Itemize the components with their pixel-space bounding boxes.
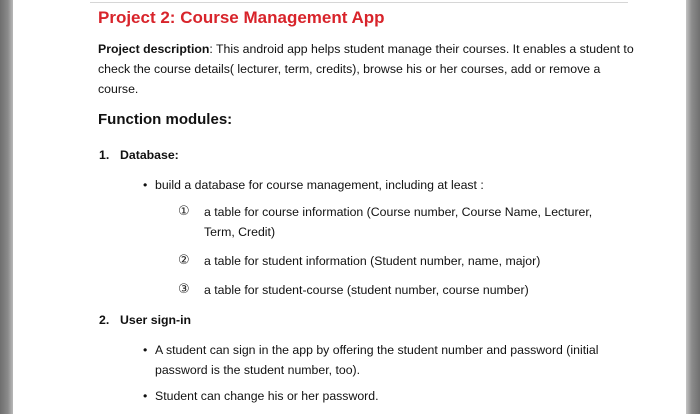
item-text: a table for student information (Student number, name, major) [204,254,541,268]
numbered-item [178,202,598,242]
project-description [98,39,643,99]
bullet-item [143,175,616,195]
description-label: Project description [98,42,210,56]
right-page-edge [686,0,700,414]
item-text: a table for course information (Course number, Course Name, Lecturer, Term, Credit) [204,205,593,239]
bullet-text: Student can change his or her password. [155,389,379,403]
bullet-icon: • [143,178,148,192]
numbered-item [178,251,598,271]
section-title: Database: [120,148,179,162]
document-page [98,0,658,414]
bullet-item [143,340,616,380]
bullet-icon: • [143,389,148,403]
section-number: 2. [99,313,110,327]
circled-number-icon: ③ [178,282,190,297]
bullet-icon: • [143,343,148,357]
item-text: a table for student-course (student number, course number) [204,283,529,297]
circled-number-icon: ② [178,253,190,268]
bullet-text: A student can sign in the app by offering the student number and password (initial password is the student number, too). [155,343,599,377]
description-text: : This android app helps student manage their courses. It enables a student to check the course details( lecturer, term, credits), browse his or her courses, add or remove a course. [98,42,634,96]
section-number: 1. [99,148,110,162]
numbered-item [178,280,598,300]
left-page-edge [0,0,13,414]
section-title: User sign-in [120,313,192,327]
function-modules-heading: Function modules: [98,111,233,128]
section-heading-database [99,148,179,162]
document-title: Project 2: Course Management App [98,8,385,27]
bullet-text: build a database for course management, including at least : [155,178,484,192]
section-heading-user-sign-in [99,313,191,327]
circled-number-icon: ① [178,204,190,219]
bullet-item [143,386,616,406]
